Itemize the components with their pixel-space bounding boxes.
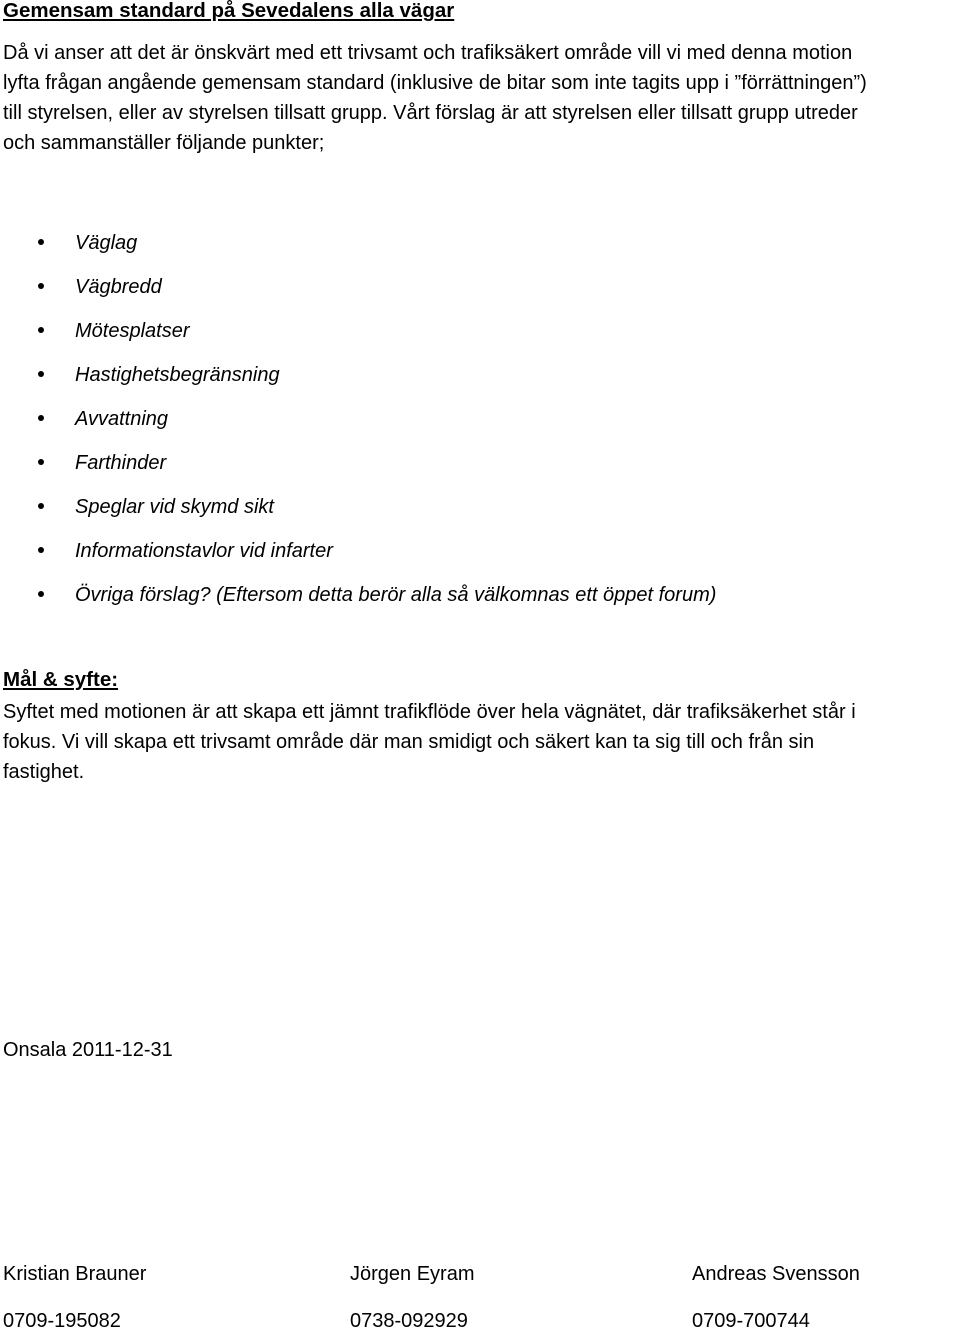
goal-line: fokus. Vi vill skapa ett trivsamt område där man smidigt och säkert kan ta sig till och från sin: [3, 731, 815, 753]
bullet-icon: [38, 327, 44, 333]
signatory-name: Andreas Svensson: [692, 1263, 860, 1285]
intro-line: lyfta frågan angående gemensam standard (inklusive de bitar som inte tagits upp i ”förrättningen”): [3, 72, 867, 94]
bullet-icon: [38, 459, 44, 465]
signatory-name: Kristian Brauner: [3, 1263, 147, 1285]
goal-heading: Mål & syfte:: [3, 668, 119, 691]
intro-line: Då vi anser att det är önskvärt med ett trivsamt och trafiksäkert område vill vi med denna motion: [3, 42, 853, 64]
goal-line: Syftet med motionen är att skapa ett jämnt trafikflöde över hela vägnätet, där trafiksäkerhet står i: [3, 701, 856, 723]
goal-paragraph: [3, 697, 958, 787]
bullet-icon: [38, 283, 44, 289]
dateline: Onsala 2011-12-31: [3, 1039, 173, 1061]
signatory-phone: 0738-092929: [350, 1310, 468, 1332]
document-title: Gemensam standard på Sevedalens alla vägar: [3, 0, 455, 22]
intro-line: till styrelsen, eller av styrelsen tillsatt grupp. Vårt förslag är att styrelsen eller tillsatt grupp utreder: [3, 102, 858, 124]
signatory-phone: 0709-700744: [692, 1310, 810, 1332]
bullet-icon: [38, 547, 44, 553]
intro-line: och sammanställer följande punkter;: [3, 132, 325, 154]
bullet-icon: [38, 591, 44, 597]
bullet-icon: [38, 415, 44, 421]
goal-line: fastighet.: [3, 761, 85, 783]
bullet-icon: [38, 239, 44, 245]
bullet-icon: [38, 371, 44, 377]
bullet-icon: [38, 503, 44, 509]
signatory-phone: 0709-195082: [3, 1310, 121, 1332]
intro-paragraph: [3, 38, 958, 158]
signatory-name: Jörgen Eyram: [350, 1263, 475, 1285]
